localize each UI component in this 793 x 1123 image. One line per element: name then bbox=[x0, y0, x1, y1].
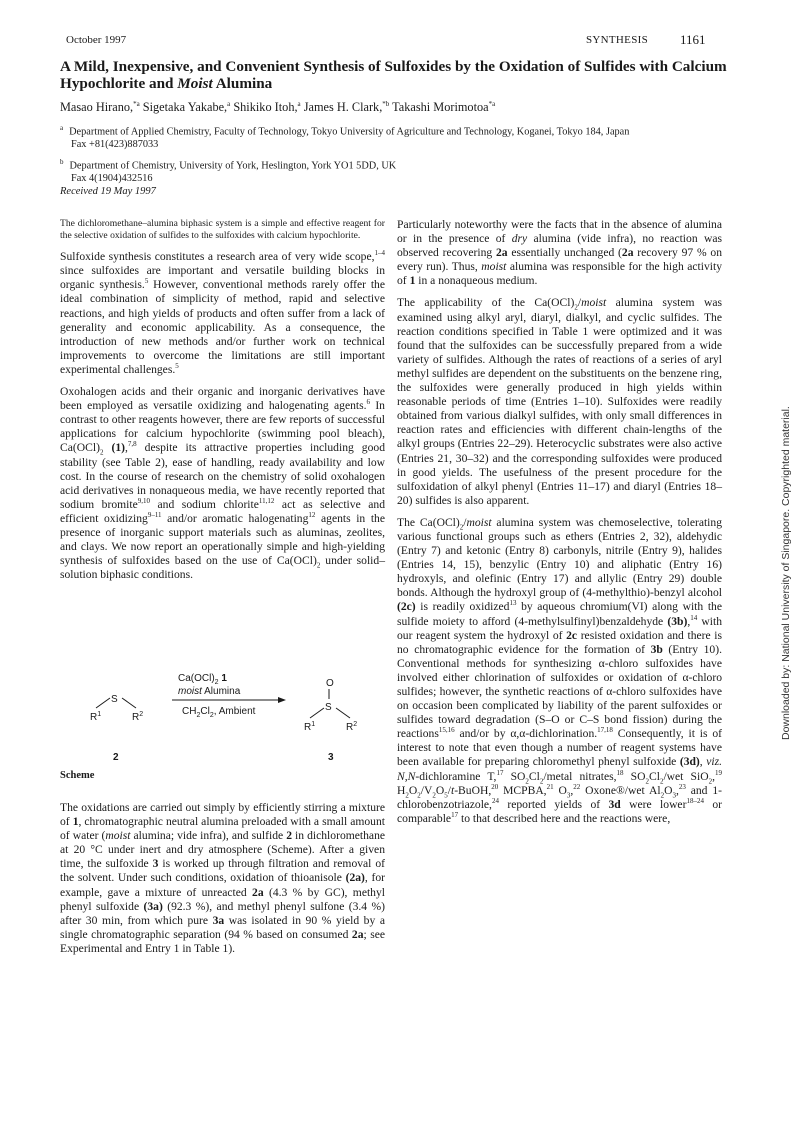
r1-label: $R^1$ bbox=[90, 711, 102, 723]
arrow-head bbox=[278, 697, 286, 703]
sulfur-atom: S bbox=[111, 694, 118, 705]
left-column bbox=[60, 218, 385, 590]
paragraph: The oxidations are carried out simply by efficiently stirring a mixture of 1, chromatographic neutral alumina preloaded with a small amount of water (moist alumina; vide infra), and sulfide 2 in dichloromethane at 20 °C under inert and dry atmosphere (Scheme). After a given time, the sulfoxide 3 is worked up through filtration and removal of the solvent. Under such conditions, oxidation of thioanisole (2a), for example, gave a mixture of unreacted 2a (4.3 % by GC), methyl phenyl sulfoxide (3a) (92.3 %), and methyl phenyl sulfone (3.4 %) after 30 min, from which pure 3a was isolated in 90 % yield by a single chromatographic separation (94 % based on consumed 2a; see Experimental and Entry 1 in Table 1). bbox=[60, 801, 386, 955]
author-list: Masao Hirano,$^{*a}$ Sigetaka Yakabe,$^a$ Shikiko Itoh,$^a$ James H. Clark,$^{*b}$ Takashi Morimotoa$^{*a}$ bbox=[60, 99, 496, 114]
affiliation-a: $^a$ Department of Applied Chemistry, Faculty of Technology, Tokyo University of Agriculture and Technology, Koganei, Tokyo 184, Japan Fax +81(423)887033 bbox=[60, 124, 630, 151]
paragraph: Oxohalogen acids and their organic and inorganic derivatives have been employed as versatile oxidizing and halogenating agents.$^6$ In contrast to other reagents however, there are few reports of successful applications for calcium hypochlorite (swimming pool bleach), $Ca(OCl)_2$ (1),$^{7,8}$ despite its attractive properties including good stability (see Table 2), ease of handling, ready availability and low cost. In the course of research on the chemistry of solid oxohalogen acid derivatives in nonaqueous media, we have recently reported that sodium bromite$^{9,10}$ and sodium chlorite$^{11,12}$ act as selective and efficient oxidizing$^{9-11}$ and/or aromatic halogenating$^{12}$ agents in the presence of inorganic support materials such as aluminas, zeolites, and clays. We now report an operationally simple and high-yielding synthesis of sulfoxides based on the use of $Ca(OCl)_2$ under solid–solution biphasic conditions. bbox=[60, 385, 385, 582]
abstract: The dichloromethane–alumina biphasic system is a simple and effective reagent for the selective oxidation of sulfides to the sulfoxides with calcium hypochlorite. bbox=[60, 218, 385, 241]
r2-label-product: $R^2$ bbox=[346, 721, 358, 733]
header-date: October 1997 bbox=[66, 34, 127, 46]
right-column bbox=[397, 218, 722, 834]
reagent-line-1: $Ca(OCl)_2$ 1 bbox=[178, 673, 227, 686]
header-page-number: 1161 bbox=[680, 32, 706, 47]
reagent-line-2: moist Alumina bbox=[178, 686, 241, 697]
solvent-label: $CH_2Cl_2$, Ambient bbox=[182, 706, 256, 719]
header-journal: SYNTHESIS bbox=[586, 34, 648, 46]
article-title: A Mild, Inexpensive, and Convenient Synthesis of Sulfoxides by the Oxidation of Sulfides with Calcium Hypochlorite and Moist Alumina bbox=[60, 58, 727, 92]
paragraph: Particularly noteworthy were the facts that in the absence of alumina or in the presence of dry alumina (vide infra), no reaction was observed recovering 2a essentially unchanged (2a recovery 97 % on every run). Thus, moist alumina was responsible for the high activity of 1 in a nonaqueous medium. bbox=[397, 218, 722, 288]
paragraph: The $Ca(OCl)_2$/moist alumina system was chemoselective, tolerating various functional groups such as ethers (Entries 2, 32), aldehydic (Entry 7) and ketonic (Entry 8) carbonyls, nitrile (Entry 9), halides (Entries 14, 15), benzylic (Entry 10) and aliphatic (Entry 16) hydroxyls, and olefinic (Entry 17) and allylic (Entry 29) double bonds. Although the hydroxyl group of (4-methylthio)-benzyl alcohol (2c) is readily oxidized$^{13}$ by aqueous chromium(VI) along with the sulfide moiety to afford (4-methylsulfinyl)benzaldehyde (3b),$^{14}$ with our reagent system the hydroxyl of 2c resisted oxidation and there is no chromatographic evidence for the formation of 3b (Entry 10). Conventional methods for synthesizing α-chloro sulfoxides have involved either chlorination of sulfoxides or oxidation of α-chloro sulfides; however, the synthetic reactions of α-chloro sulfoxides have on occasion been complicated by liability of the parent sulfoxides or sulfides toward degradation (S–O or C–S bond fission) during the reactions$^{15,16}$ and/or by α,α-dichlorination.$^{17,18}$ Consequently, it is of interest to note that even though a number of reagent systems have been available for preparing chloromethyl phenyl sulfoxide (3d), viz. N,N-dichloramine T,$^{17}$ $SO_2Cl_2$/metal nitrates,$^{18}$ $SO_2Cl_2$/wet SiO$_2$,$^{19}$ $H_2O_2/V_2O_5/t-BuOH,^{20}$ MCPBA,$^{21}$ $O_3,^{22}$ Oxone®/wet $Al_2O_3,^{23}$ and 1-chlorobenzotriazole,$^{24}$ reported yields of 3d were lower$^{18-24}$ or comparable$^{17}$ to that described here and the reactions were, bbox=[397, 515, 723, 825]
compound-2-label: 2 bbox=[113, 752, 119, 763]
compound-3-label: 3 bbox=[328, 752, 334, 763]
r1-label-product: $R^1$ bbox=[304, 721, 316, 733]
r2-label: $R^2$ bbox=[132, 711, 144, 723]
received-date: Received 19 May 1997 bbox=[60, 186, 156, 197]
scheme-label: Scheme bbox=[60, 770, 95, 781]
download-watermark: Downloaded by: National University of Singapore. Copyrighted material. bbox=[780, 406, 792, 740]
left-column-bottom bbox=[60, 801, 385, 964]
paragraph: The applicability of the $Ca(OCl)_2$/moist alumina system was examined using alkyl aryl, diaryl, dialkyl, and cyclic sulfides. The reaction conditions specified in Table 1 were optimized and it was found that the sulfoxides can be successfully prepared from a wide variety of sulfides. Although the rates of reactions of a series of aryl methyl sulfides are dependent on the substituents on the benzene ring, the sulfoxides were generally produced in high yields within reasonable periods of time (Entries 1–10). Sulfoxides were readily obtained from various dialkyl sulfides, with only small differences in reaction rates and efficiencies with different chain-lengths of the alkyl groups (Entries 22–29). Heterocyclic substrates were also active (Entries 21, 30–32) and the corresponding sulfoxides were produced in good yields. The usefulness of the present procedure for the sulfoxidation of alkyl phenyl (Entries 11–17) and diaryl (Entries 18–20) sulfides is also apparent. bbox=[397, 296, 722, 507]
paragraph: Sulfoxide synthesis constitutes a research area of very wide scope,$^{1-4}$ since sulfoxides are important and versatile building blocks in organic synthesis.$^5$ However, conventional methods rarely offer the ideal combination of simplicity of method, rapid and selective reactions, and high yields of products and often suffer from a lack of generality and economic applicability. As a consequence, the introduction of new methods and/or further work on technical improvements to overcome the limitations are still important experimental challenges.$^5$ bbox=[60, 249, 385, 376]
affiliation-b: $^b$ Department of Chemistry, University of York, Heslington, York YO1 5DD, UK Fax 4(1904)432516 bbox=[60, 158, 397, 185]
reaction-scheme bbox=[60, 668, 390, 768]
oxygen-atom: O bbox=[326, 678, 334, 689]
sulfur-atom-product: S bbox=[325, 702, 332, 713]
